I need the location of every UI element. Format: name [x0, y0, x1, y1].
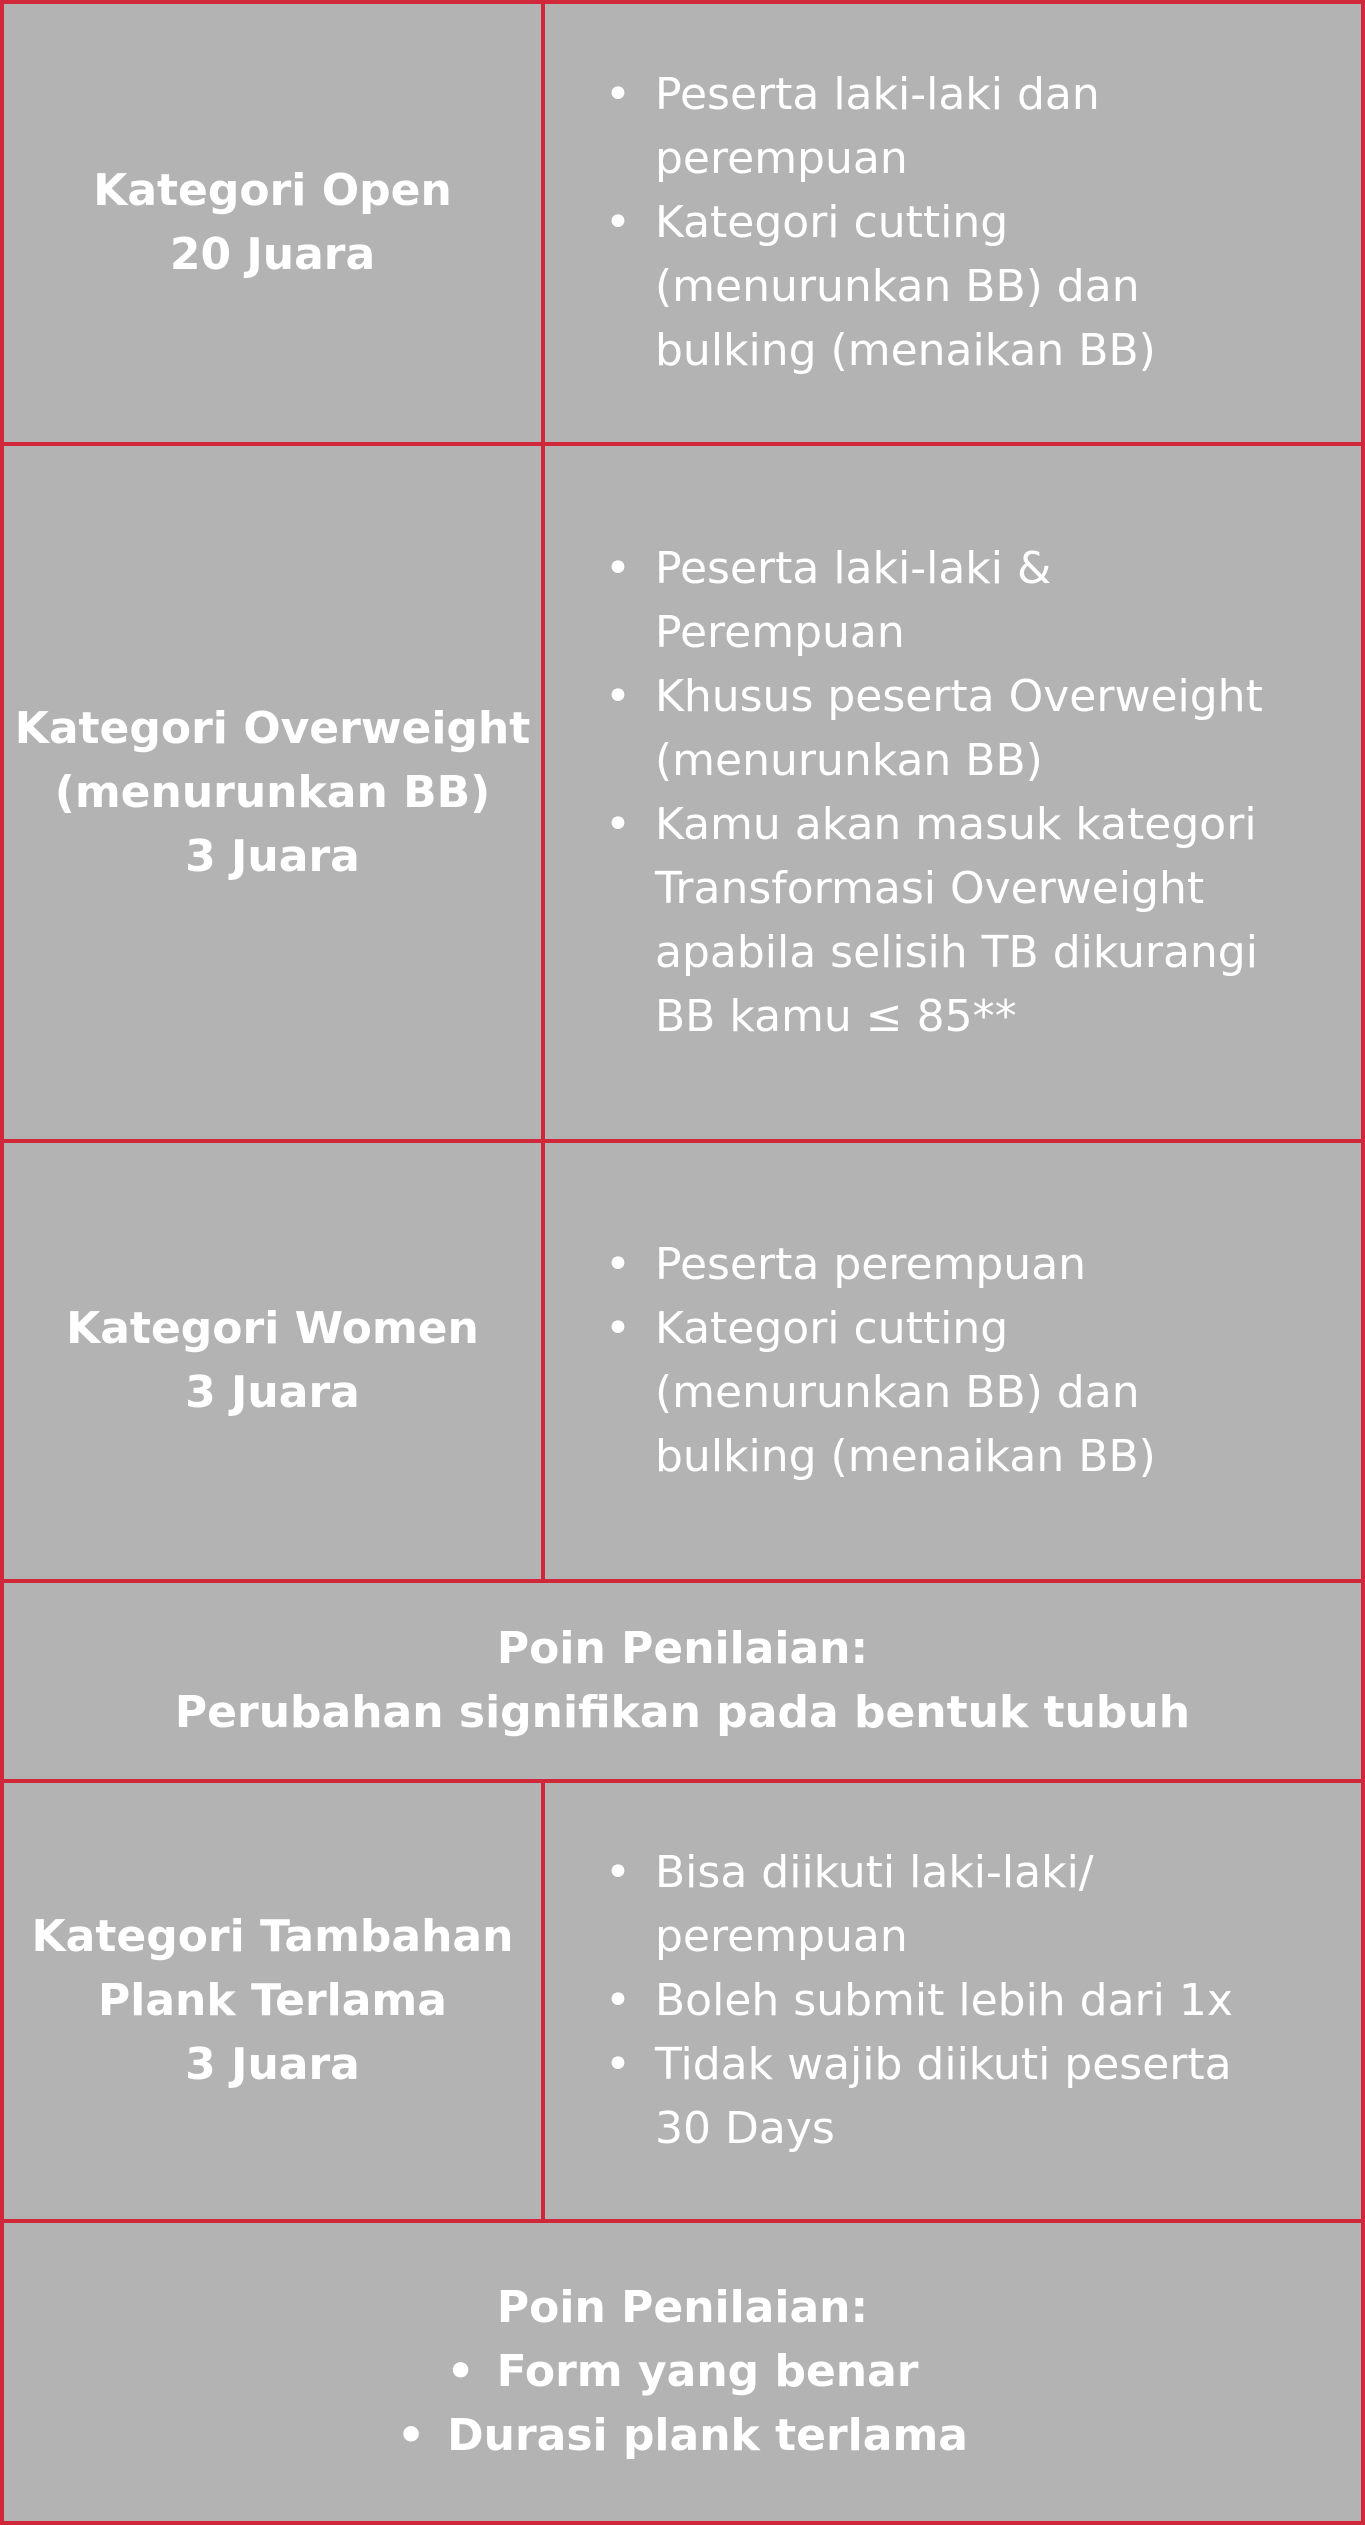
list-item: • Peserta perempuan	[603, 1233, 1263, 1297]
scoring-title: Poin Penilaian:	[496, 2282, 869, 2333]
requirements-list	[603, 1841, 1303, 2161]
requirements-list	[603, 537, 1303, 1049]
scoring-list	[397, 2340, 968, 2468]
category-cell	[4, 4, 545, 442]
category-cell	[4, 446, 545, 1139]
list-item: • Peserta laki-laki & Perempuan	[603, 537, 1095, 665]
list-item: • Peserta laki-laki dan perempuan	[603, 63, 1263, 191]
table-row-overweight	[4, 446, 1361, 1143]
list-item: • Boleh submit lebih dari 1x	[603, 1969, 1303, 2033]
category-label: Kategori Tambahan Plank Terlama 3 Juara	[31, 1911, 514, 2090]
category-cell	[4, 1783, 545, 2219]
requirements-cell	[545, 1143, 1361, 1579]
list-item: • Form yang benar	[397, 2340, 968, 2404]
category-label: Kategori Women 3 Juara	[66, 1303, 479, 1418]
table-row-plank	[4, 1783, 1361, 2223]
scoring-text: Perubahan signifikan pada bentuk tubuh	[174, 1687, 1191, 1738]
table-row-open	[4, 4, 1361, 446]
scoring-cell	[4, 2223, 1361, 2521]
category-cell	[4, 1143, 545, 1579]
scoring-cell	[4, 1583, 1361, 1779]
table-row-scoring-2	[4, 2223, 1361, 2521]
list-item: • Durasi plank terlama	[397, 2404, 968, 2468]
list-item: • Tidak wajib diikuti peserta 30 Days	[603, 2033, 1295, 2161]
category-label: Kategori Overweight (menurunkan BB) 3 Juara	[14, 702, 531, 882]
scoring-title: Poin Penilaian:	[496, 1623, 869, 1674]
table-row-scoring-1	[4, 1583, 1361, 1783]
list-item: • Kamu akan masuk kategori Transformasi Overweight apabila selisih TB dikurangi BB kamu ≤ 85**	[603, 793, 1303, 1049]
category-label: Kategori Open 20 Juara	[93, 165, 452, 280]
list-item: • Kategori cutting (menurunkan BB) dan bulking (menaikan BB)	[603, 1297, 1263, 1489]
list-item: • Khusus peserta Overweight (menurunkan BB)	[603, 665, 1303, 793]
requirements-cell	[545, 4, 1361, 442]
requirements-cell	[545, 446, 1361, 1139]
list-item: • Bisa diikuti laki-laki/ perempuan	[603, 1841, 1215, 1969]
list-item: • Kategori cutting (menurunkan BB) dan bulking (menaikan BB)	[603, 191, 1263, 383]
table-row-women	[4, 1143, 1361, 1583]
requirements-list	[603, 1233, 1263, 1489]
requirements-cell	[545, 1783, 1361, 2219]
requirements-list	[603, 63, 1263, 383]
